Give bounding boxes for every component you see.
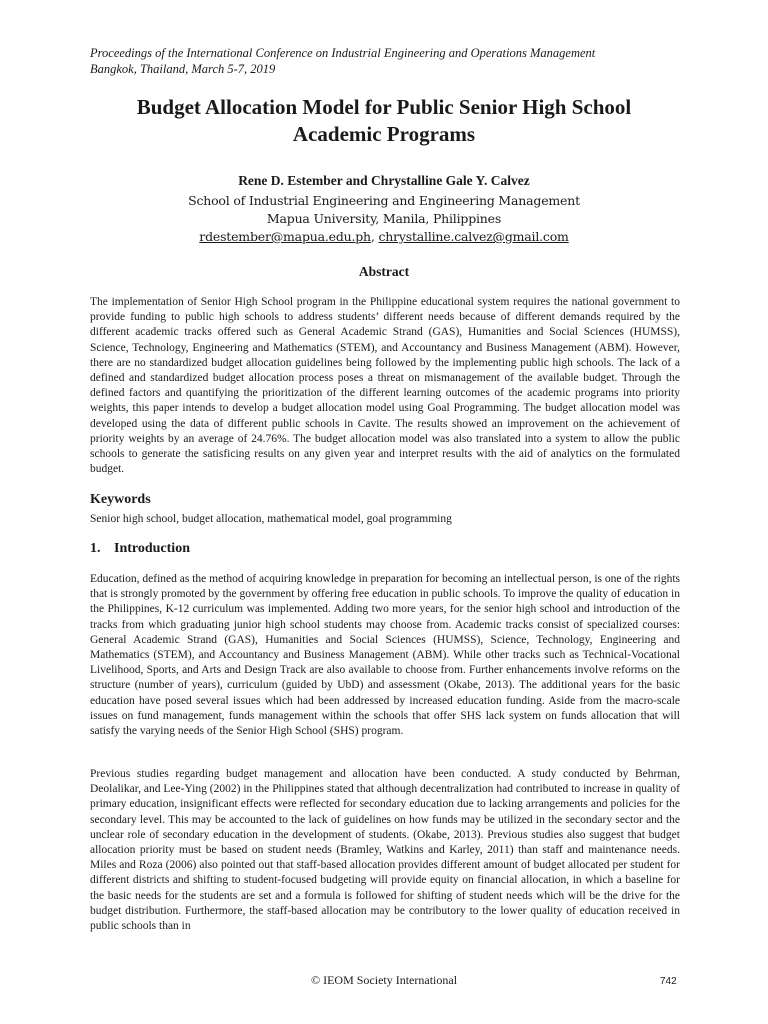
footer-copyright: © IEOM Society International <box>310 973 458 987</box>
abstract-heading: Abstract <box>358 264 410 279</box>
author-names: Rene D. Estember and Chrystalline Gale Y. Calvez <box>238 173 530 188</box>
introduction-paragraph-2: Previous studies regarding budget management and allocation have been conducted. A study conducted by Behrman, Deolalikar, and Lee-Ying (2002) in the Philippines stated that although decentralization had contributed to increase in quality of primary education, insignificant effects were reflected for secondary education due to lacking arrangements and policies for the secondary level. This may be accounted to the lack of guidelines on how funds may be utilized in the secondary sector and the unclear role of secondary education in the development of students. (Okabe, 2013). Previous studies also suggest that budget allocation priority must be based on student needs (Bramley, Watkins and Karley, 2011) than staff and maintenance needs. Miles and Roza (2006) also pointed out that staff-based allocation provides different amount of budget allocated per student for different districts and shifting to student-focused budgeting will provide equity on financial allocation, in which a baseline for the basic needs for the students are set and a formula is followed for shifting of student needs which will be the drive for the budget distribution. Furthermore, the staff-based allocation may be contributory to the lower quality of education received in public schools than in <box>90 768 680 933</box>
introduction-paragraph-1: Education, defined as the method of acquiring knowledge in preparation for becoming an intellectual person, is one of the rights that is strongly promoted by the government by offering free education in public schools. To improve the quality of education in the Philippines, K-12 curriculum was implemented. Adding two more years, for the senior high school and introduction of the tracks from which graduating junior high school students may choose from. Academic tracks consist of specialized courses: General Academic Strand (GAS), Humanities and Social Sciences (HUMSS), Science, Technology, Engineering and Mathematics (STEM), and Accountancy and Business Management (ABM). While other tracks such as Technical-Vocational Livelihood, Sports, and Arts and Design Track are also available to choose from. Further enhancements involve reforms on the structure (number of years), curriculum (guided by UbD) and assessment (Okabe, 2013). The additional years for the basic education have posed several issues which had been addressed by increased education funding. Aside from the macro-scale issues on fund management, funds management within the schools that offer SHS lack system on funds allocation that will satisfy the varying needs of the Senior High School (SHS) program. <box>90 573 680 738</box>
email-link-calvez[interactable]: chrystalline.calvez@gmail.com <box>378 229 569 244</box>
abstract-text: The implementation of Senior High School program in the Philippine educational system requires the national government to provide funding to public high schools to address students’ different needs because of different demands required by the different academic tracks offered such as General Academic Strand (GAS), Humanities and Social Sciences (HUMSS), Science, Technology, Engineering and Mathematics (STEM), and Accountancy and Business Management (ABM). However, there are no standardized budget allocation guidelines being followed by the implementing public high schools. The lack of a defined and standardized budget allocation process poses a threat on mismanagement of the available budget. Through the defined factors and quantifying the prioritization of the different learning outcomes of the academic programs into priority weights, this paper intends to develop a budget allocation model using Goal Programming. The budget allocation model was developed using the data of different public schools in Cavite. The results showed an improvement on the achievement of priority weights by an average of 24.76%. The budget allocation model was also translated into a system to allow the public schools to generate the satisficing results on any given year and interpret results with the aid of analytics on the formulated budget. <box>90 296 680 476</box>
paper-title <box>60 94 708 148</box>
running-head-conference: Proceedings of the International Conference on Industrial Engineering and Operations Management <box>90 46 596 60</box>
page-number: 742 <box>660 976 677 987</box>
section-title: Introduction <box>114 541 190 556</box>
section-number: 1. <box>90 541 101 556</box>
paper-title-line-2: Academic Programs <box>292 122 476 146</box>
introduction-heading <box>90 541 190 557</box>
affiliation-school: School of Industrial Engineering and Engineering Management <box>188 193 580 208</box>
email-separator: , <box>370 229 379 244</box>
running-head <box>90 45 595 77</box>
keywords-text: Senior high school, budget allocation, mathematical model, goal programming <box>90 513 452 525</box>
running-head-location-date: Bangkok, Thailand, March 5-7, 2019 <box>90 62 276 76</box>
keywords-heading: Keywords <box>90 492 151 507</box>
author-emails <box>60 229 708 244</box>
email-link-estember[interactable]: rdestember@mapua.edu.ph <box>199 229 371 244</box>
paper-title-line-1: Budget Allocation Model for Public Senior High School <box>136 95 632 119</box>
affiliation-university: Mapua University, Manila, Philippines <box>266 211 502 226</box>
